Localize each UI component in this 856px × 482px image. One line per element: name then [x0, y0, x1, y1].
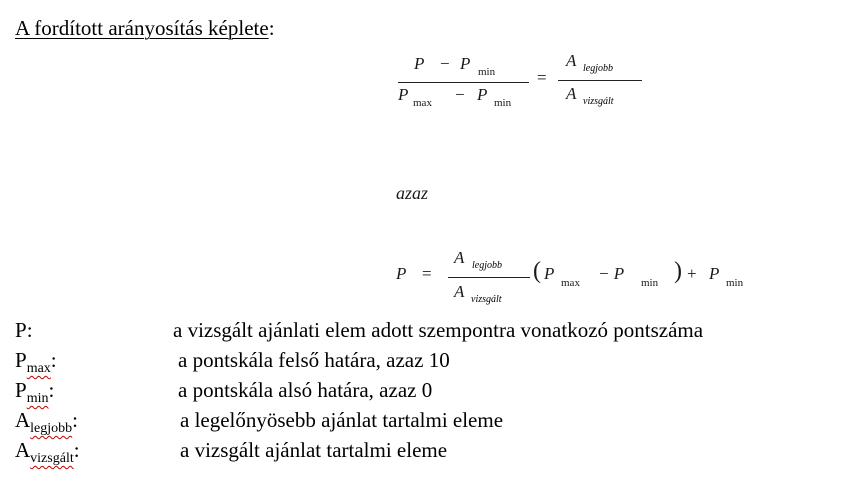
symbol-letter: A: [15, 438, 31, 462]
symbol-letter: P: [15, 318, 27, 342]
symbol-colon: :: [50, 348, 57, 372]
f2-den-a: A: [454, 282, 465, 301]
symbol-letter: P: [15, 378, 27, 402]
f1-num-pmin: P: [460, 54, 471, 73]
f1-right-fraction-bar: [558, 80, 642, 81]
f2-minus-p: − P: [598, 264, 625, 283]
definition-description: a pontskála felső határa, azaz 10: [178, 348, 450, 372]
f2-num-sub: legjobb: [472, 260, 502, 271]
formula-title: [15, 16, 275, 41]
f1-den-pmin: P: [477, 85, 488, 104]
formula-title-colon: :: [268, 16, 275, 40]
f1-rden-sub: vizsgált: [583, 96, 614, 107]
symbol-colon: :: [26, 318, 33, 342]
f2-plus: +: [687, 264, 697, 283]
definition-description: a vizsgált ajánlat tartalmi eleme: [180, 438, 448, 462]
symbol-subscript: min: [26, 391, 49, 406]
f1-num-p: P: [414, 54, 425, 73]
f1-den-pmin-sub: min: [494, 97, 512, 109]
f2-pmax-sub: max: [561, 277, 580, 289]
symbol-colon: :: [72, 408, 79, 432]
definition-description: a pontskála alsó határa, azaz 0: [178, 378, 433, 402]
formula-title-text: A fordított arányosítás képlete: [15, 16, 269, 40]
symbol-colon: :: [48, 378, 55, 402]
definition-description: a legelőnyösebb ajánlat tartalmi eleme: [180, 408, 504, 432]
definition-symbol: [15, 438, 80, 466]
f2-pmin-sub: min: [641, 277, 659, 289]
symbol-colon: :: [73, 438, 80, 462]
f1-num-minus: −: [440, 54, 450, 73]
f2-fraction-bar: [448, 277, 530, 278]
f2-pmin2: P: [709, 264, 720, 283]
symbol-letter: A: [15, 408, 31, 432]
f2-rparen: ): [674, 258, 682, 284]
definition-symbol: [15, 408, 79, 436]
f1-left-fraction-bar: [398, 82, 529, 83]
definition-symbol: [15, 348, 57, 376]
azaz-text: azaz: [396, 183, 429, 203]
definition-description: a vizsgált ajánlati elem adott szempontra vonatkozó pontszáma: [173, 318, 704, 342]
f1-rden-a: A: [566, 84, 577, 103]
f2-p: P: [396, 264, 407, 283]
symbol-subscript: legjobb: [30, 421, 73, 436]
f1-rnum-sub: legjobb: [583, 63, 613, 74]
f2-equals: =: [422, 264, 432, 283]
f1-num-pmin-sub: min: [478, 66, 496, 78]
f1-den-minus: −: [455, 85, 465, 104]
definition-symbol: [15, 318, 33, 343]
symbol-subscript: vizsgált: [30, 451, 74, 466]
symbol-subscript: max: [26, 361, 51, 376]
symbol-letter: P: [15, 348, 27, 372]
f1-equals: =: [537, 68, 547, 87]
f2-pmin2-sub: min: [726, 277, 744, 289]
f1-den-pmax: P: [398, 85, 409, 104]
f2-num-a: A: [454, 248, 465, 267]
f2-pmax: P: [544, 264, 555, 283]
f2-den-sub: vizsgált: [471, 294, 502, 305]
f1-den-pmax-sub: max: [413, 97, 432, 109]
definition-symbol: [15, 378, 55, 406]
f2-lparen: (: [533, 258, 541, 284]
f1-rnum-a: A: [566, 51, 577, 70]
